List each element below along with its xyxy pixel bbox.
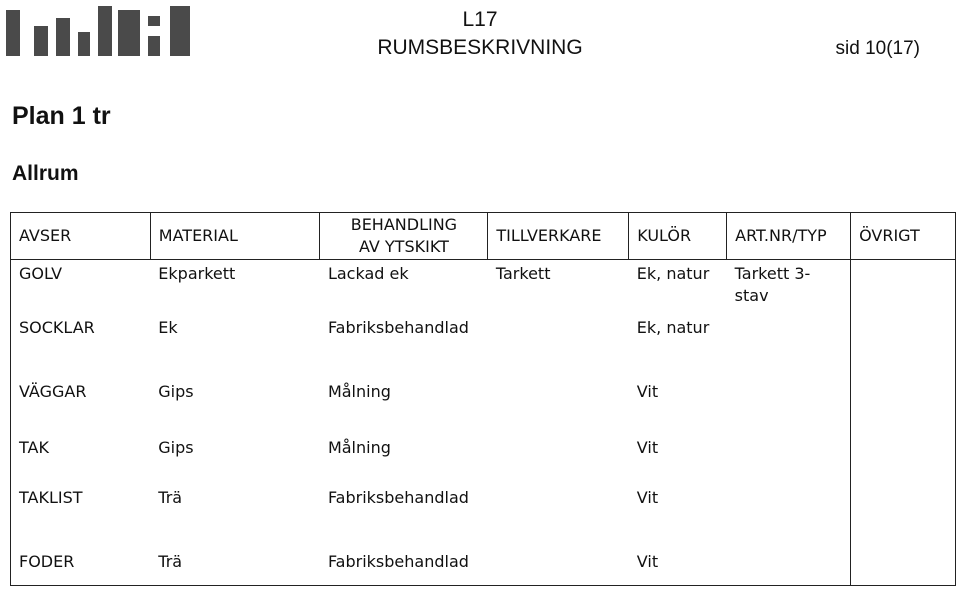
cell-artnr	[727, 260, 851, 315]
table-row	[11, 375, 956, 431]
cell-tillverkare	[488, 483, 629, 545]
page-number: sid 10(17)	[835, 38, 920, 59]
cell-behandling: Målning	[327, 382, 391, 401]
cell-kulor: Ek, natur	[636, 318, 710, 337]
table-row	[11, 314, 956, 375]
cell-material: Ek	[158, 318, 178, 337]
cell-kulor: Ek, natur	[636, 264, 710, 283]
table-row	[11, 431, 956, 483]
cell-behandling: Målning	[327, 438, 391, 457]
table-row	[11, 483, 956, 545]
cell-behandling: Fabriksbehandlad	[327, 318, 469, 337]
cell-ovrigt	[851, 483, 956, 545]
cell-ovrigt	[851, 314, 956, 375]
cell-tillverkare: Tarkett	[495, 264, 551, 283]
cell-behandling: Lackad ek	[327, 264, 409, 283]
document-title: RUMSBESKRIVNING	[377, 36, 583, 59]
cell-tillverkare	[488, 431, 629, 483]
header-behandling	[320, 213, 488, 260]
cell-material: Trä	[158, 552, 183, 571]
cell-artnr-line1: Tarkett 3-	[734, 264, 811, 283]
cell-ovrigt	[851, 375, 956, 431]
cell-avser: FODER	[19, 552, 75, 571]
header-tillverkare: TILLVERKARE	[488, 213, 629, 260]
header-kulor: KULÖR	[629, 213, 727, 260]
cell-avser: TAK	[19, 438, 49, 457]
cell-avser: SOCKLAR	[19, 318, 95, 337]
cell-kulor: Vit	[636, 438, 659, 457]
header-material: MATERIAL	[150, 213, 320, 260]
cell-kulor: Vit	[636, 382, 659, 401]
cell-kulor: Vit	[636, 552, 659, 571]
room-title: Allrum	[12, 162, 79, 185]
cell-behandling: Fabriksbehandlad	[327, 488, 469, 507]
header-behandling-line1: BEHANDLING	[350, 215, 458, 234]
table-row	[11, 545, 956, 586]
cell-avser: GOLV	[19, 264, 63, 283]
cell-tillverkare	[488, 375, 629, 431]
cell-ovrigt	[851, 260, 956, 315]
cell-avser: VÄGGAR	[19, 382, 87, 401]
cell-behandling: Fabriksbehandlad	[327, 552, 469, 571]
floor-title: Plan 1 tr	[12, 102, 111, 130]
cell-tillverkare	[488, 314, 629, 375]
room-specification-table	[10, 212, 956, 586]
cell-artnr-line2: stav	[734, 286, 769, 305]
table-header-row	[11, 213, 956, 260]
cell-artnr	[727, 483, 851, 545]
table-row	[11, 260, 956, 315]
cell-ovrigt	[851, 431, 956, 483]
cell-avser: TAKLIST	[19, 488, 83, 507]
document-code: L17	[462, 8, 498, 31]
cell-material: Gips	[158, 438, 194, 457]
cell-material: Trä	[158, 488, 183, 507]
header-avser: AVSER	[11, 213, 151, 260]
cell-artnr	[727, 431, 851, 483]
cell-kulor: Vit	[636, 488, 659, 507]
cell-ovrigt	[851, 545, 956, 586]
header-behandling-line2: AV YTSKIKT	[358, 237, 449, 256]
cell-artnr	[727, 314, 851, 375]
header-artnr: ART.NR/TYP	[727, 213, 851, 260]
cell-artnr	[727, 375, 851, 431]
cell-artnr	[727, 545, 851, 586]
cell-material: Gips	[158, 382, 194, 401]
header-ovrigt: ÖVRIGT	[851, 213, 956, 260]
cell-material: Ekparkett	[158, 264, 236, 283]
cell-tillverkare	[488, 545, 629, 586]
